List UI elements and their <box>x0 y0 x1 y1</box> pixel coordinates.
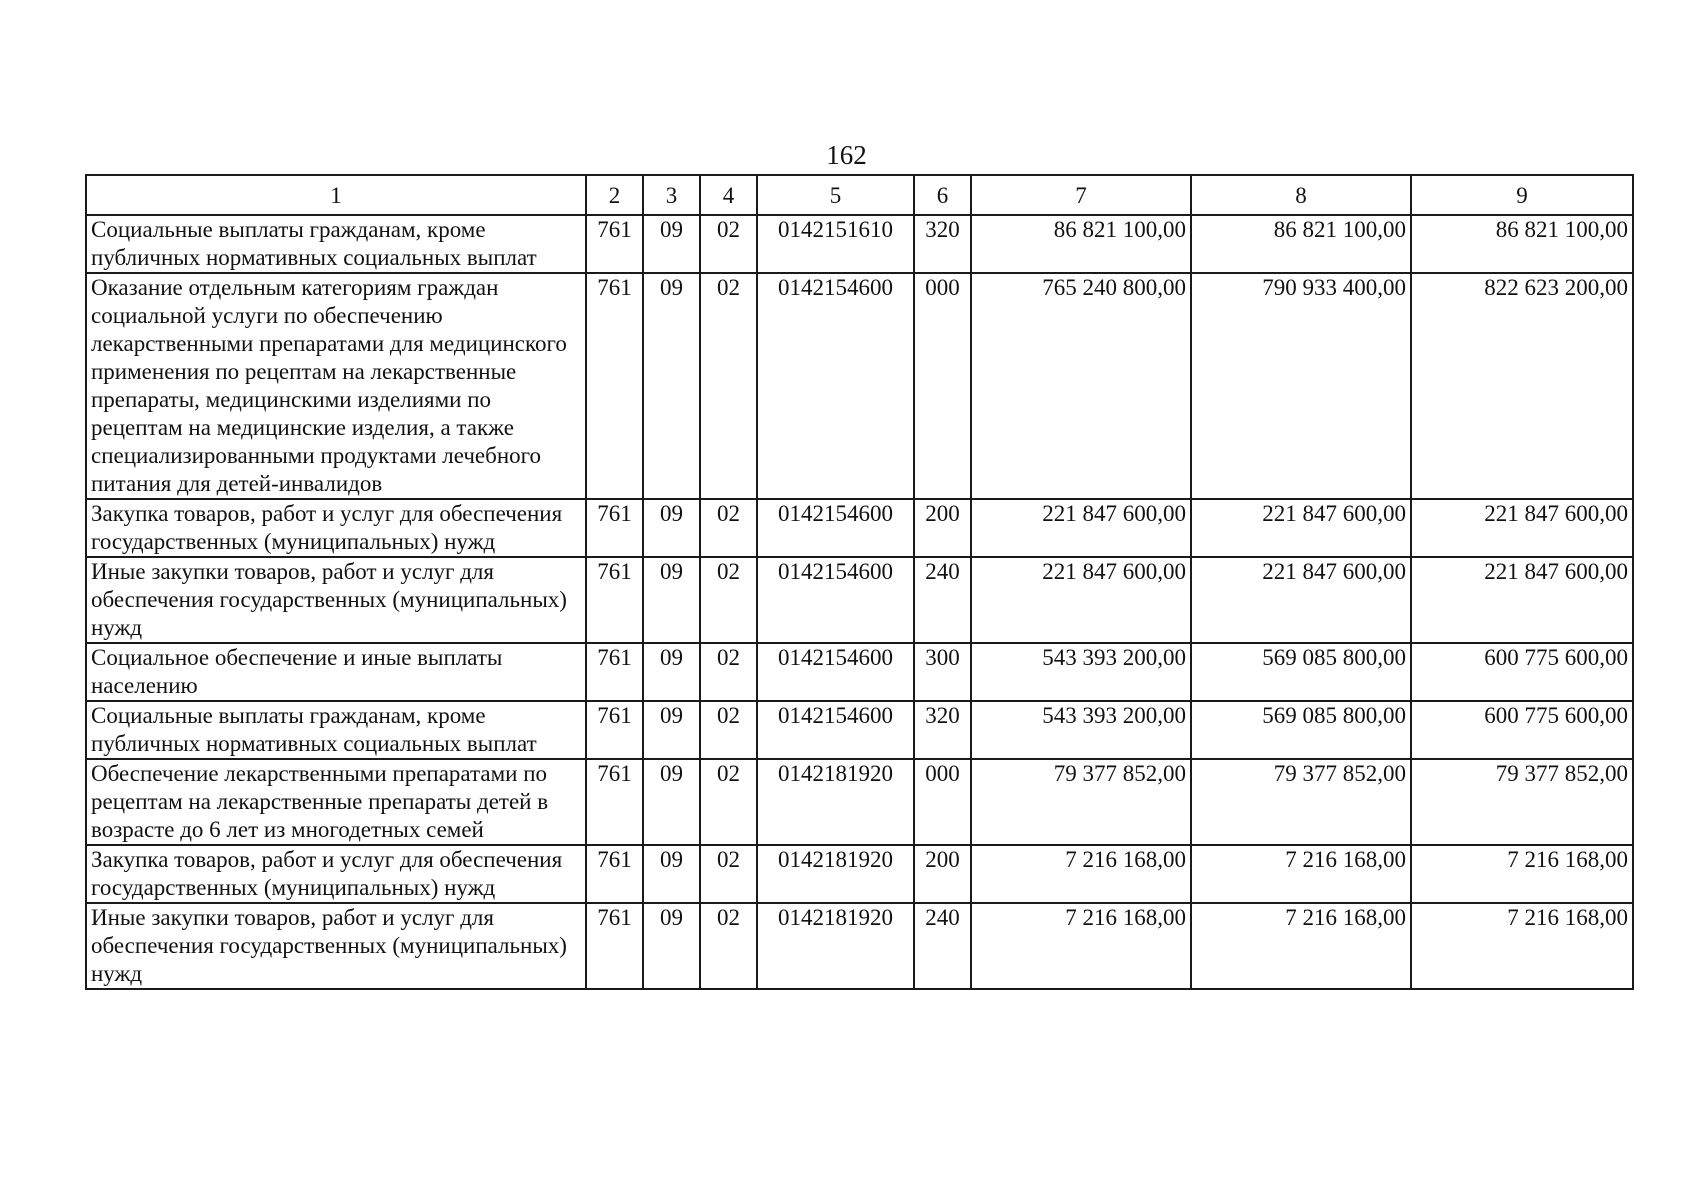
amount-col-7: 79 377 852,00 <box>971 759 1191 845</box>
subsection-code: 02 <box>700 557 757 643</box>
amount-col-7: 7 216 168,00 <box>971 845 1191 903</box>
expense-type-code: 200 <box>914 845 971 903</box>
column-header: 1 <box>86 175 586 215</box>
amount-col-9: 221 847 600,00 <box>1411 557 1633 643</box>
ministry-code: 761 <box>586 759 643 845</box>
ministry-code: 761 <box>586 701 643 759</box>
expense-type-code: 300 <box>914 643 971 701</box>
ministry-code: 761 <box>586 215 643 273</box>
target-article-code: 0142154600 <box>757 701 914 759</box>
expense-name: Иные закупки товаров, работ и услуг для обеспечения государственных (муниципальных) нужд <box>86 903 586 989</box>
table-row <box>86 845 1633 903</box>
section-code: 09 <box>643 903 700 989</box>
target-article-code: 0142181920 <box>757 845 914 903</box>
expense-type-code: 320 <box>914 215 971 273</box>
amount-col-7: 765 240 800,00 <box>971 273 1191 499</box>
expense-type-code: 000 <box>914 759 971 845</box>
column-header: 5 <box>757 175 914 215</box>
subsection-code: 02 <box>700 215 757 273</box>
amount-col-8: 569 085 800,00 <box>1191 701 1411 759</box>
ministry-code: 761 <box>586 499 643 557</box>
column-header: 4 <box>700 175 757 215</box>
section-code: 09 <box>643 845 700 903</box>
expense-type-code: 000 <box>914 273 971 499</box>
subsection-code: 02 <box>700 273 757 499</box>
expense-name: Оказание отдельным категориям граждан социальной услуги по обеспечению лекарственными препаратами для медицинского применения по рецептам на лекарственные препараты, медицинскими изделиями по рецептам на медицинские изделия, а также специализированными продуктами лечебного питания для детей-инвалидов <box>86 273 586 499</box>
target-article-code: 0142181920 <box>757 759 914 845</box>
amount-col-8: 221 847 600,00 <box>1191 557 1411 643</box>
amount-col-9: 7 216 168,00 <box>1411 845 1633 903</box>
page-number: 162 <box>826 140 867 170</box>
table-row <box>86 643 1633 701</box>
subsection-code: 02 <box>700 759 757 845</box>
section-code: 09 <box>643 499 700 557</box>
expense-name: Социальные выплаты гражданам, кроме публичных нормативных социальных выплат <box>86 215 586 273</box>
target-article-code: 0142154600 <box>757 273 914 499</box>
table-header-row <box>86 175 1633 215</box>
subsection-code: 02 <box>700 701 757 759</box>
section-code: 09 <box>643 643 700 701</box>
amount-col-9: 221 847 600,00 <box>1411 499 1633 557</box>
ministry-code: 761 <box>586 903 643 989</box>
expense-type-code: 320 <box>914 701 971 759</box>
budget-table <box>85 174 1634 990</box>
target-article-code: 0142154600 <box>757 643 914 701</box>
amount-col-9: 79 377 852,00 <box>1411 759 1633 845</box>
column-header: 7 <box>971 175 1191 215</box>
table-row <box>86 499 1633 557</box>
column-header: 8 <box>1191 175 1411 215</box>
amount-col-9: 822 623 200,00 <box>1411 273 1633 499</box>
table-row <box>86 903 1633 989</box>
expense-name: Социальные выплаты гражданам, кроме публичных нормативных социальных выплат <box>86 701 586 759</box>
amount-col-7: 221 847 600,00 <box>971 557 1191 643</box>
expense-type-code: 200 <box>914 499 971 557</box>
amount-col-8: 86 821 100,00 <box>1191 215 1411 273</box>
expense-type-code: 240 <box>914 903 971 989</box>
amount-col-9: 7 216 168,00 <box>1411 903 1633 989</box>
table-row <box>86 215 1633 273</box>
table-row <box>86 273 1633 499</box>
expense-name: Закупка товаров, работ и услуг для обеспечения государственных (муниципальных) нужд <box>86 845 586 903</box>
target-article-code: 0142154600 <box>757 557 914 643</box>
target-article-code: 0142181920 <box>757 903 914 989</box>
amount-col-9: 600 775 600,00 <box>1411 643 1633 701</box>
amount-col-8: 7 216 168,00 <box>1191 845 1411 903</box>
section-code: 09 <box>643 215 700 273</box>
amount-col-9: 600 775 600,00 <box>1411 701 1633 759</box>
amount-col-7: 543 393 200,00 <box>971 643 1191 701</box>
amount-col-7: 543 393 200,00 <box>971 701 1191 759</box>
subsection-code: 02 <box>700 643 757 701</box>
expense-name: Обеспечение лекарственными препаратами по рецептам на лекарственные препараты детей в возрасте до 6 лет из многодетных семей <box>86 759 586 845</box>
amount-col-8: 79 377 852,00 <box>1191 759 1411 845</box>
target-article-code: 0142154600 <box>757 499 914 557</box>
amount-col-8: 7 216 168,00 <box>1191 903 1411 989</box>
ministry-code: 761 <box>586 643 643 701</box>
section-code: 09 <box>643 701 700 759</box>
amount-col-7: 86 821 100,00 <box>971 215 1191 273</box>
table-row <box>86 701 1633 759</box>
column-header: 3 <box>643 175 700 215</box>
subsection-code: 02 <box>700 499 757 557</box>
amount-col-8: 221 847 600,00 <box>1191 499 1411 557</box>
expense-type-code: 240 <box>914 557 971 643</box>
column-header: 2 <box>586 175 643 215</box>
section-code: 09 <box>643 557 700 643</box>
column-header: 9 <box>1411 175 1633 215</box>
ministry-code: 761 <box>586 273 643 499</box>
section-code: 09 <box>643 759 700 845</box>
subsection-code: 02 <box>700 845 757 903</box>
amount-col-7: 221 847 600,00 <box>971 499 1191 557</box>
target-article-code: 0142151610 <box>757 215 914 273</box>
amount-col-9: 86 821 100,00 <box>1411 215 1633 273</box>
amount-col-8: 569 085 800,00 <box>1191 643 1411 701</box>
ministry-code: 761 <box>586 557 643 643</box>
subsection-code: 02 <box>700 903 757 989</box>
ministry-code: 761 <box>586 845 643 903</box>
expense-name: Социальное обеспечение и иные выплаты населению <box>86 643 586 701</box>
amount-col-7: 7 216 168,00 <box>971 903 1191 989</box>
amount-col-8: 790 933 400,00 <box>1191 273 1411 499</box>
table-row <box>86 557 1633 643</box>
table-row <box>86 759 1633 845</box>
column-header: 6 <box>914 175 971 215</box>
section-code: 09 <box>643 273 700 499</box>
expense-name: Иные закупки товаров, работ и услуг для обеспечения государственных (муниципальных) нужд <box>86 557 586 643</box>
expense-name: Закупка товаров, работ и услуг для обеспечения государственных (муниципальных) нужд <box>86 499 586 557</box>
